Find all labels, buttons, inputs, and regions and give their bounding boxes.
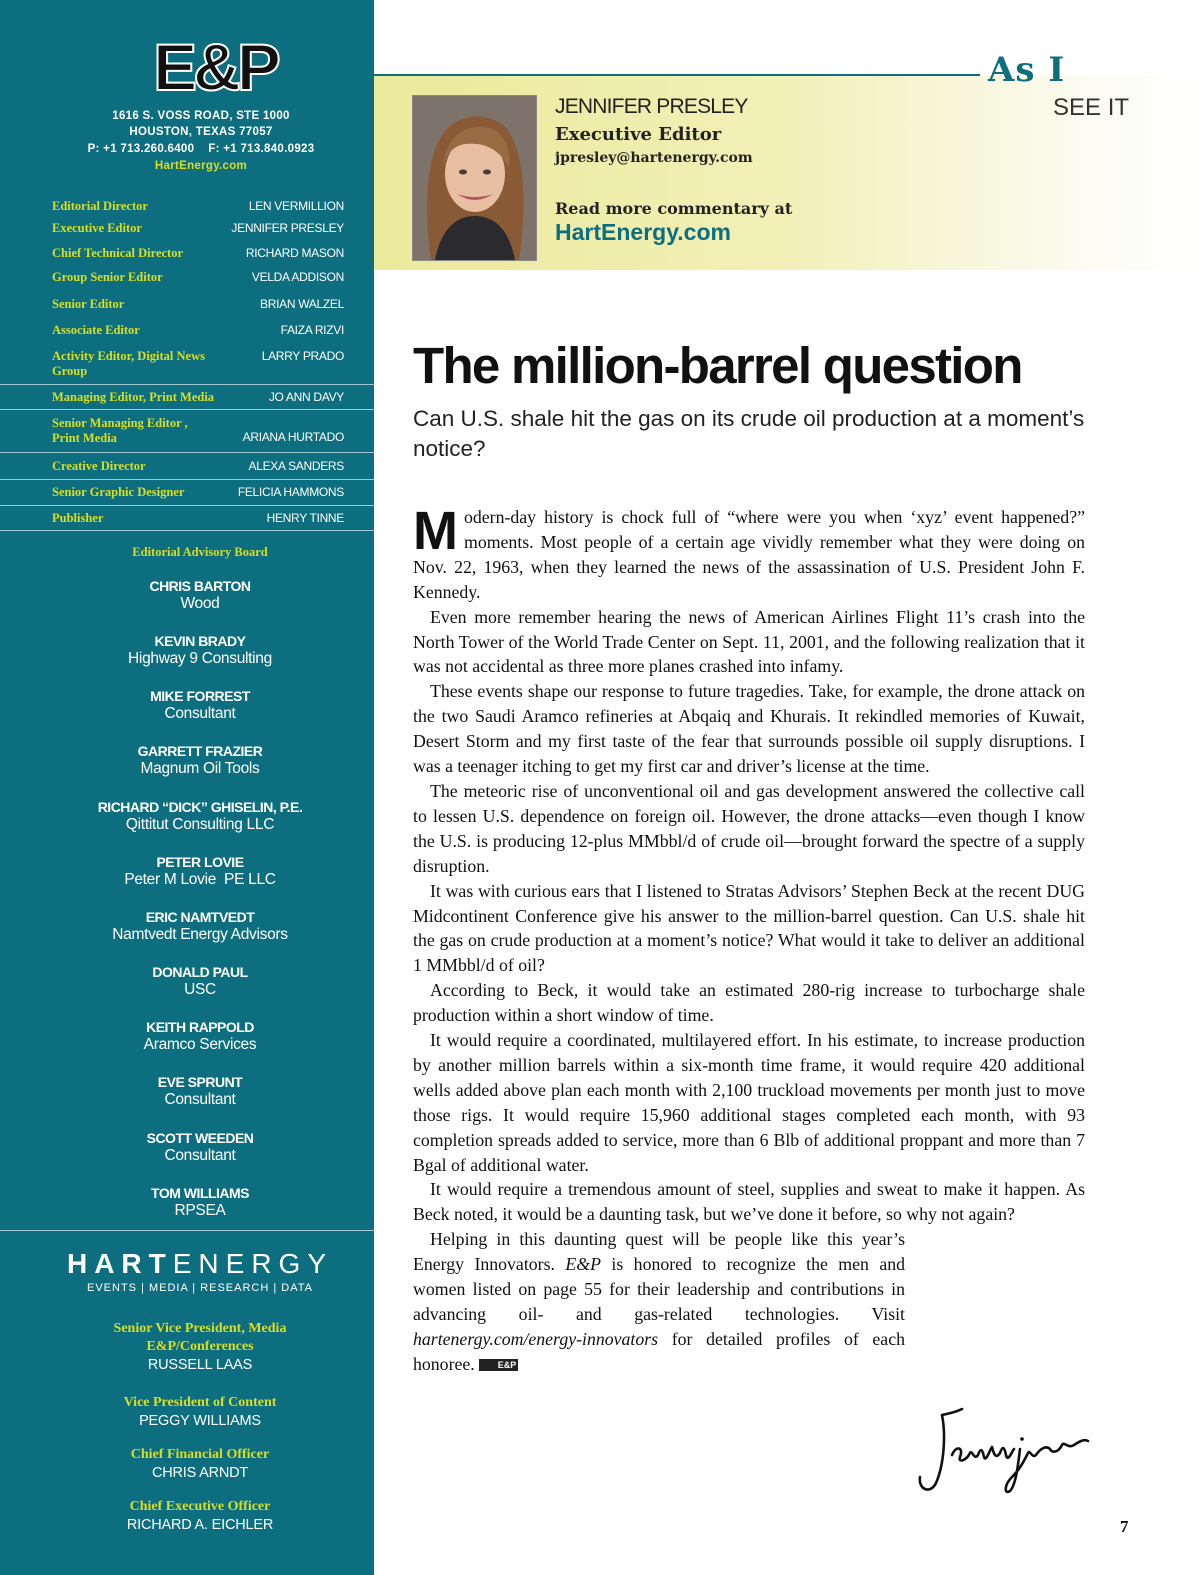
svg-text:E&P: E&P (153, 34, 277, 98)
executive-name: CHRIS ARNDT (151, 1465, 249, 1481)
paragraph-text: for detailed profiles of each honoree. (413, 1328, 905, 1374)
column-subtitle: SEE IT (1053, 94, 1130, 121)
board-member-name: DONALD PAUL (152, 964, 248, 980)
board-member (0, 1184, 400, 1220)
article-body (413, 501, 1085, 1377)
author-photo (412, 95, 537, 261)
masthead-sidebar (0, 0, 374, 1575)
staff-name: LARRY PRADO (261, 349, 344, 363)
executive-name: RUSSELL LAAS (147, 1357, 253, 1373)
staff-role: Managing Editor, Print Media (52, 390, 215, 404)
staff-role: Creative Director (52, 459, 146, 473)
page-number: 7 (1120, 1517, 1129, 1536)
board-member (0, 1073, 400, 1109)
executive-title: Vice President of Content (123, 1395, 277, 1410)
board-member (0, 577, 400, 613)
board-member-company: Consultant (164, 1147, 236, 1164)
board-member (0, 798, 400, 834)
paragraph-text: Helping in this daunting quest will be people like this year’s Energy Innovators. (413, 1229, 905, 1275)
board-member (0, 908, 400, 944)
board-member-name: MIKE FORREST (150, 688, 250, 704)
phone-fax-line: P: +1 713.260.6400 F: +1 713.840.0923 (87, 143, 315, 155)
staff-role: Editorial Director (52, 199, 148, 213)
board-member-company: USC (184, 981, 216, 998)
paragraph: The meteoric rise of unconventional oil and gas development answered the collective call to lessen U.S. dependence on foreign oil. However, the drone attacks—even though I know the U.S. is producing 12-plus MMbbl/d of crude oil—brought forward the spectre of a supply disruption. (413, 780, 1085, 876)
energy-logo-part: ENERGY (172, 1248, 333, 1279)
board-member-name: KEVIN BRADY (154, 633, 246, 649)
staff-role: Senior Managing Editor , Print Media (52, 416, 188, 445)
paragraph: These events shape our response to future tragedies. Take, for example, the drone attack on the two Saudi Aramco refineries at Abqaiq and Khurais. It rekindled memories of Kuwait, Desert Storm and my first taste of the fear that surrounds possible oil supply disruptions. I was a teenager itching to get my first car and driver’s license at the time. (413, 681, 1085, 777)
divider (0, 530, 374, 531)
staff-name: RICHARD MASON (245, 246, 344, 260)
board-member (0, 853, 400, 889)
paragraph-text: is honored to recognize the men and women listed on page 55 for their leadership and contributions in advancing oil- and gas-related technologies. Visit (413, 1254, 906, 1324)
paragraph: It would require a tremendous amount of steel, supplies and sweat to make it happen. As Beck noted, it would be a daunting task, but we’ve done it before, so why not again? (413, 1179, 1085, 1225)
staff-name: ARIANA HURTADO (242, 430, 344, 444)
advisory-board-title: Editorial Advisory Board (132, 545, 268, 559)
column-title: As I (988, 50, 1066, 90)
staff-role: Activity Editor, Digital News Group (52, 349, 205, 378)
executive (0, 1320, 400, 1374)
staff-name: HENRY TINNE (266, 511, 344, 525)
staff-role: Executive Editor (52, 221, 142, 235)
board-member-name: CHRIS BARTON (149, 578, 251, 594)
board-member-name: ERIC NAMTVEDT (145, 909, 255, 925)
paragraph: It would require a coordinated, multilayered effort. In his estimate, to increase production by another million barrels within a six-month time frame, it would require 420 additional wells added above plan each month with 2,100 truckload movements per month just to move those rigs. It would require 15,960 additional stages completed each month, with 93 completion spreads added to service, more than 6 Blb of additional proppant and more than 7 Bgal of additional water. (413, 1030, 1085, 1175)
staff-name: JO ANN DAVY (268, 390, 344, 404)
hartenergy-link[interactable]: HartEnergy.com (555, 219, 731, 245)
staff-name: VELDA ADDISON (251, 270, 344, 284)
paragraph-text: odern-day history is chock full of “where were you when ‘xyz’ event happened?” moments. Most people of a certain age vividly remember what they were doing on Nov. 22, 1963, when they learned the news of the assassination of U.S. President John F. Kennedy. (413, 507, 1085, 602)
executive-name: RICHARD A. EICHLER (126, 1517, 274, 1533)
executive-title: Senior Vice President, Media E&P/Conferences (113, 1321, 287, 1354)
board-member-name: PETER LOVIE (156, 854, 244, 870)
board-member (0, 1129, 400, 1165)
ep-logo (140, 34, 290, 98)
author-title: Executive Editor (555, 124, 722, 145)
divider (0, 505, 374, 506)
divider (0, 479, 374, 480)
divider (0, 452, 374, 453)
board-member-company: Peter M Lovie PE LLC (124, 871, 276, 888)
executive (0, 1446, 400, 1482)
paragraph (413, 501, 1085, 605)
board-member-company: Namtvedt Energy Advisors (112, 926, 288, 943)
article-dek: Can U.S. shale hit the gas on its crude oil production at a moment’s notice? (413, 406, 1085, 461)
executive (0, 1394, 400, 1430)
board-member-company: RPSEA (174, 1202, 226, 1219)
staff-name: ALEXA SANDERS (248, 459, 344, 473)
author-portrait-image (413, 96, 536, 260)
paragraph: Even more remember hearing the news of American Airlines Flight 11’s crash into the North Tower of the World Trade Center on Sept. 11, 2001, and the following realization that it was not accidental as three more planes crashed into infamy. (413, 606, 1085, 677)
end-mark-logo: E&P (479, 1359, 519, 1371)
author-signature (912, 1405, 1092, 1495)
staff-role: Group Senior Editor (52, 270, 163, 284)
staff-role: Senior Graphic Designer (52, 485, 185, 499)
staff-role: Publisher (52, 511, 104, 525)
drop-cap: M (413, 501, 458, 561)
board-member (0, 742, 400, 778)
board-member (0, 963, 400, 999)
board-member-company: Consultant (164, 1091, 236, 1108)
hart-logo-part: HART (66, 1248, 173, 1279)
staff-name: FELICIA HAMMONS (237, 485, 344, 499)
board-member-name: EVE SPRUNT (157, 1074, 243, 1090)
paragraph: According to Beck, it would take an estimated 280-rig increase to turbocharge shale production within a short window of time. (413, 980, 1085, 1026)
magazine-name: E&P (565, 1254, 601, 1275)
board-member-company: Aramco Services (143, 1036, 257, 1053)
executive-name: PEGGY WILLIAMS (139, 1413, 261, 1429)
more-commentary-label: Read more commentary at (555, 199, 793, 218)
author-email-link[interactable]: jpresley@hartenergy.com (555, 150, 753, 166)
staff-role: Associate Editor (52, 323, 140, 337)
staff-name: FAIZA RIZVI (280, 323, 344, 337)
paragraph (413, 1227, 1085, 1376)
board-member-company: Consultant (164, 705, 236, 722)
staff-name: LEN VERMILLION (248, 199, 344, 213)
board-member (0, 632, 400, 668)
staff-role: Senior Editor (52, 297, 125, 311)
divider (0, 409, 374, 410)
divider (0, 384, 374, 385)
board-member-company: Qittitut Consulting LLC (125, 816, 275, 833)
board-member (0, 1018, 400, 1054)
board-member-name: KEITH RAPPOLD (146, 1019, 254, 1035)
paragraph: It was with curious ears that I listened to Stratas Advisors’ Stephen Beck at the recent DUG Midcontinent Conference give his answer to the million-barrel question. Can U.S. shale hit the gas on crude production at a moment’s notice? What would it take to deliver an additional 1 MMbbl/d of oil? (413, 880, 1085, 976)
address-line: 1616 S. VOSS ROAD, STE 1000 (112, 110, 290, 122)
innovators-link[interactable]: hartenergy.com/energy-innovators (413, 1328, 659, 1349)
executive-title: Chief Executive Officer (129, 1499, 271, 1514)
address-line: HOUSTON, TEXAS 77057 (129, 126, 273, 138)
hart-energy-tagline: EVENTS | MEDIA | RESEARCH | DATA (87, 1282, 313, 1294)
board-member-company: Highway 9 Consulting (128, 650, 272, 667)
executive (0, 1498, 400, 1534)
staff-role: Chief Technical Director (52, 246, 183, 260)
board-member-company: Wood (180, 595, 220, 612)
board-member-name: SCOTT WEEDEN (146, 1130, 254, 1146)
website-link[interactable]: HartEnergy.com (154, 160, 248, 172)
staff-name: BRIAN WALZEL (260, 297, 344, 311)
author-name: JENNIFER PRESLEY (555, 95, 748, 118)
board-member-name: GARRETT FRAZIER (137, 743, 263, 759)
board-member-company: Magnum Oil Tools (140, 760, 260, 777)
hart-energy-logo (0, 1248, 400, 1280)
board-member-name: RICHARD “DICK” GHISELIN, P.E. (97, 799, 303, 815)
header-rule (374, 74, 980, 76)
executive-title: Chief Financial Officer (130, 1447, 270, 1462)
board-member-name: TOM WILLIAMS (151, 1185, 249, 1201)
staff-name: JENNIFER PRESLEY (231, 221, 344, 235)
article-headline: The million-barrel question (413, 337, 1022, 394)
board-member (0, 687, 400, 723)
divider (0, 1230, 374, 1231)
